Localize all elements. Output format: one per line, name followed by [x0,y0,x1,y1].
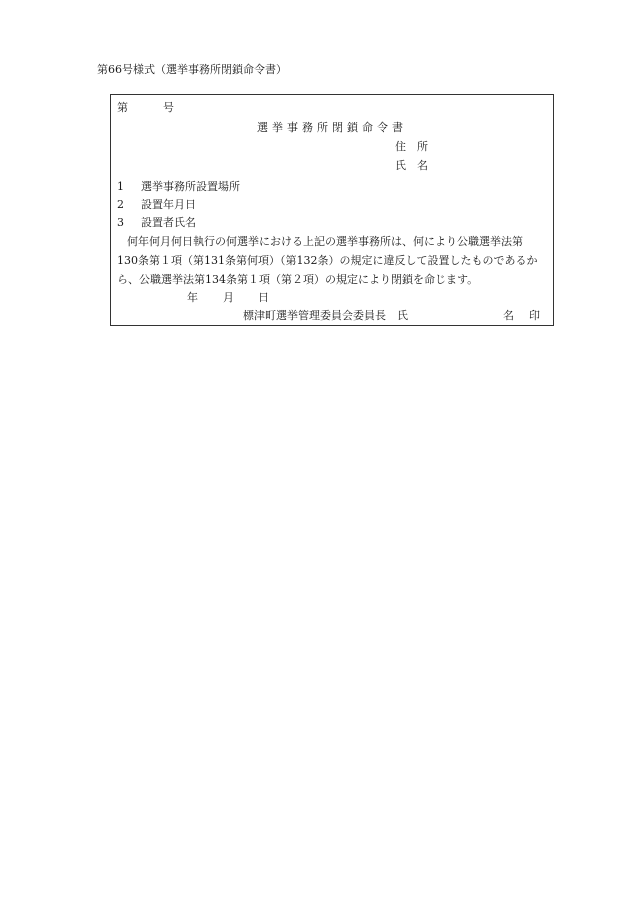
document-title: 選挙事務所閉鎖命令書 [257,121,407,134]
body-line: 何年何月何日執行の何選挙における上記の選挙事務所は、何により公職選挙法第 [127,235,523,248]
item-number: 2 [117,198,124,211]
seal-mark: 印 [529,309,540,322]
item-number: 3 [117,216,124,229]
form-caption: 第66号様式（選挙事務所閉鎖命令書） [97,63,287,76]
document-number-suffix: 号 [163,101,174,114]
date-day: 日 [258,291,269,304]
date-year: 年 [187,291,198,304]
order-form-box [110,94,554,326]
item-text: 設置年月日 [141,198,196,211]
name-label: 氏 名 [395,159,428,172]
body-line: 130条第１項（第131条第何項）（第132条）の規定に違反して設置したものであるか [117,254,538,267]
address-label: 住 所 [395,140,428,153]
date-month: 月 [223,291,234,304]
item-number: 1 [117,180,124,193]
item-text: 設置者氏名 [141,216,196,229]
document-number-prefix: 第 [117,101,128,114]
issuer-name-char: 名 [503,309,514,322]
body-line: ら、公職選挙法第134条第１項（第２項）の規定により閉鎖を命じます。 [117,273,479,286]
item-text: 選挙事務所設置場所 [141,180,240,193]
issuer-title: 標津町選挙管理委員会委員長 氏 [243,309,408,322]
